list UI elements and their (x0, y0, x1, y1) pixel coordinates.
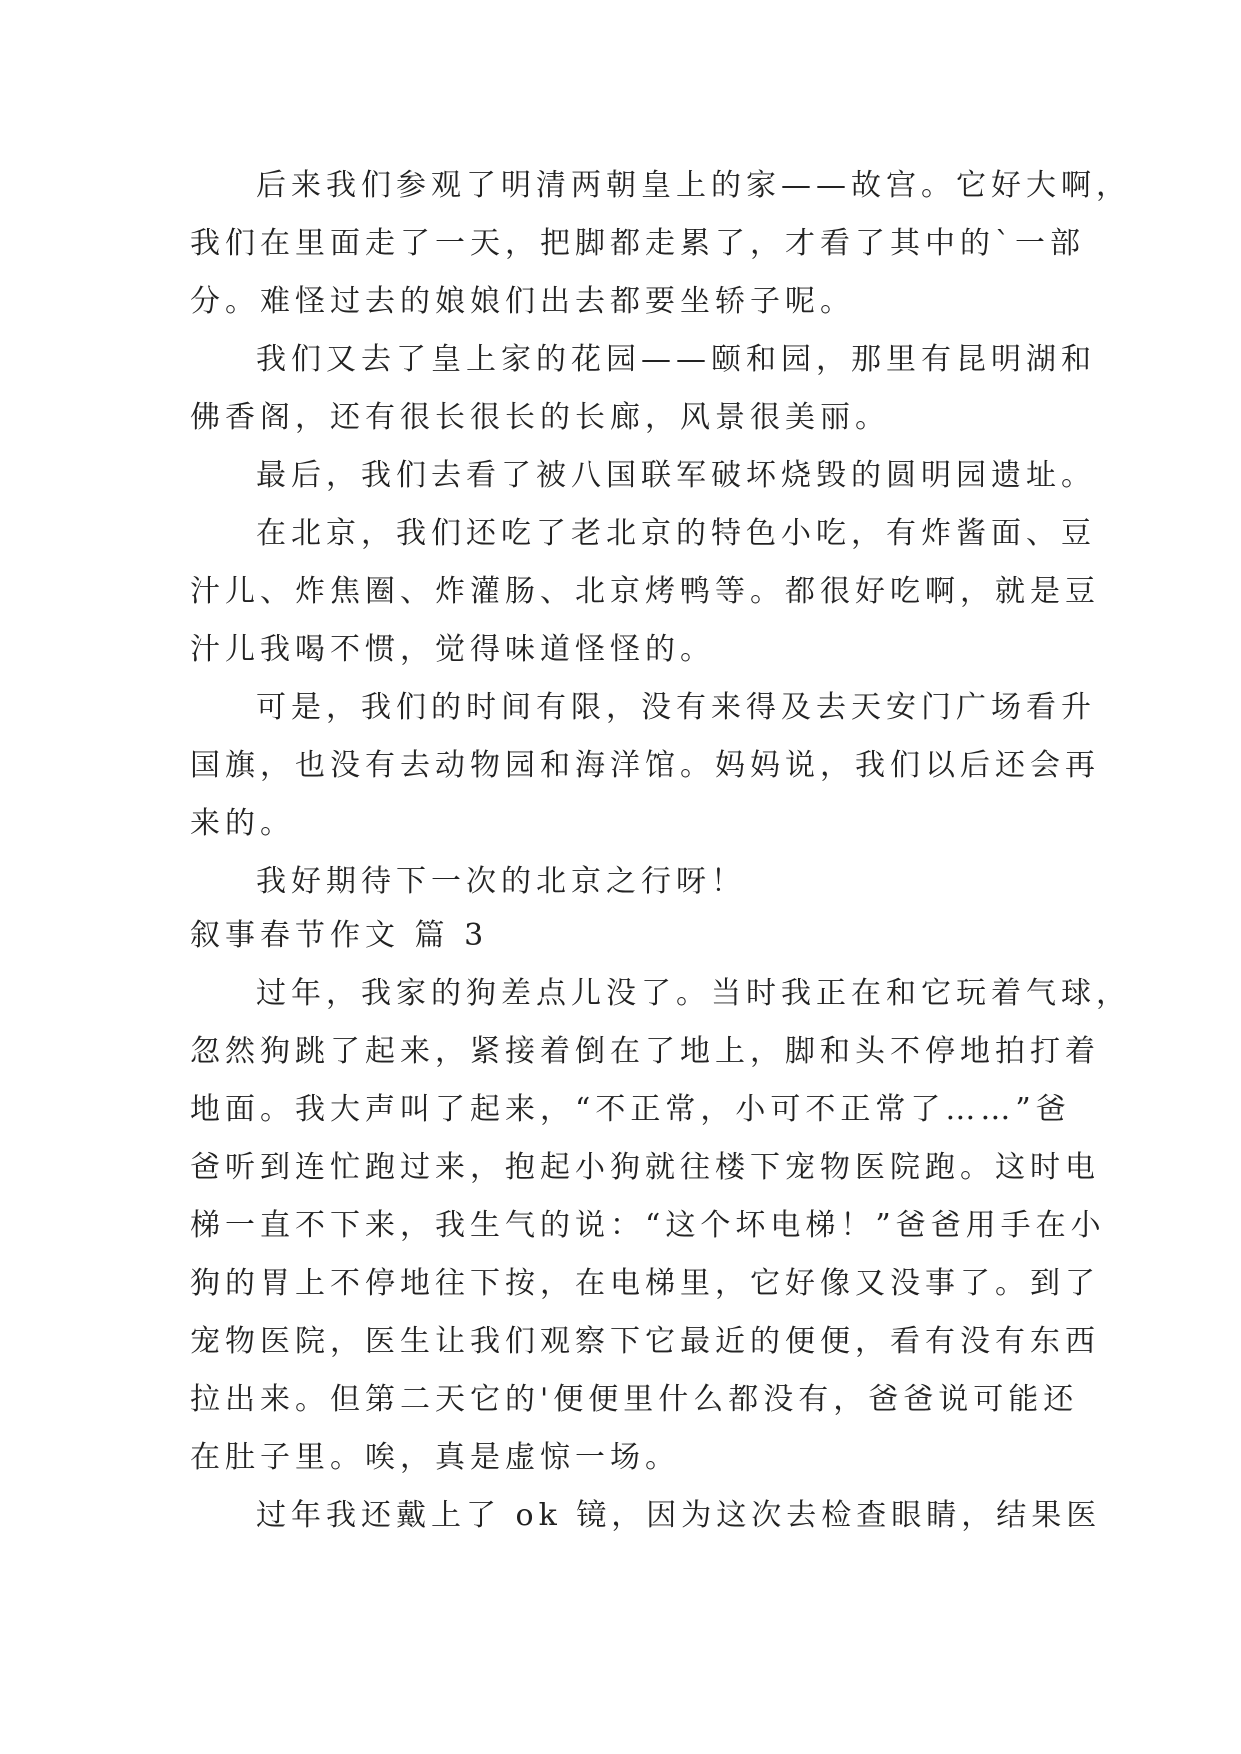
paragraph-dog-line-6: 狗的胃上不停地往下按，在电梯里，它好像又没事了。到了 (190, 1266, 1100, 1301)
paragraph-snacks-line-1: 在北京，我们还吃了老北京的特色小吃，有炸酱面、豆 (256, 516, 1096, 551)
paragraph-yiheyuan-line-2: 佛香阁，还有很长很长的长廊，风景很美丽。 (190, 400, 890, 435)
section-heading: 叙事春节作文 篇 3 (190, 918, 489, 953)
paragraph-time-line-1: 可是，我们的时间有限，没有来得及去天安门广场看升 (256, 690, 1096, 725)
paragraph-dog-line-2: 忽然狗跳了起来，紧接着倒在了地上，脚和头不停地拍打着 (190, 1034, 1100, 1069)
paragraph-gugong-line-1: 后来我们参观了明清两朝皇上的家——故宫。它好大啊， (256, 168, 1131, 203)
paragraph-expect-line-1: 我好期待下一次的北京之行呀！ (256, 864, 746, 899)
paragraph-yuanmingyuan-line-1: 最后，我们去看了被八国联军破坏烧毁的圆明园遗址。 (256, 458, 1096, 493)
paragraph-dog-line-3: 地面。我大声叫了起来，“不正常，小可不正常了……”爸 (190, 1092, 1071, 1127)
paragraph-snacks-line-2: 汁儿、炸焦圈、炸灌肠、北京烤鸭等。都很好吃啊，就是豆 (190, 574, 1100, 609)
paragraph-dog-line-9: 在肚子里。唉，真是虚惊一场。 (190, 1440, 680, 1475)
paragraph-dog-line-4: 爸听到连忙跑过来，抱起小狗就往楼下宠物医院跑。这时电 (190, 1150, 1100, 1185)
paragraph-ok-lens-line-1: 过年我还戴上了 ok 镜，因为这次去检查眼睛，结果医 (256, 1498, 1102, 1533)
paragraph-time-line-3: 来的。 (190, 806, 295, 841)
paragraph-yiheyuan-line-1: 我们又去了皇上家的花园——颐和园，那里有昆明湖和 (256, 342, 1096, 377)
paragraph-dog-line-8: 拉出来。但第二天它的'便便里什么都没有，爸爸说可能还 (190, 1382, 1079, 1417)
paragraph-dog-line-7: 宠物医院，医生让我们观察下它最近的便便，看有没有东西 (190, 1324, 1100, 1359)
paragraph-time-line-2: 国旗，也没有去动物园和海洋馆。妈妈说，我们以后还会再 (190, 748, 1100, 783)
paragraph-dog-line-5: 梯一直不下来，我生气的说：“这个坏电梯！”爸爸用手在小 (190, 1208, 1106, 1243)
paragraph-snacks-line-3: 汁儿我喝不惯，觉得味道怪怪的。 (190, 632, 715, 667)
paragraph-gugong-line-2: 我们在里面走了一天，把脚都走累了，才看了其中的`一部 (190, 226, 1085, 261)
paragraph-dog-line-1: 过年，我家的狗差点儿没了。当时我正在和它玩着气球， (256, 976, 1131, 1011)
paragraph-gugong-line-3: 分。难怪过去的娘娘们出去都要坐轿子呢。 (190, 284, 855, 319)
